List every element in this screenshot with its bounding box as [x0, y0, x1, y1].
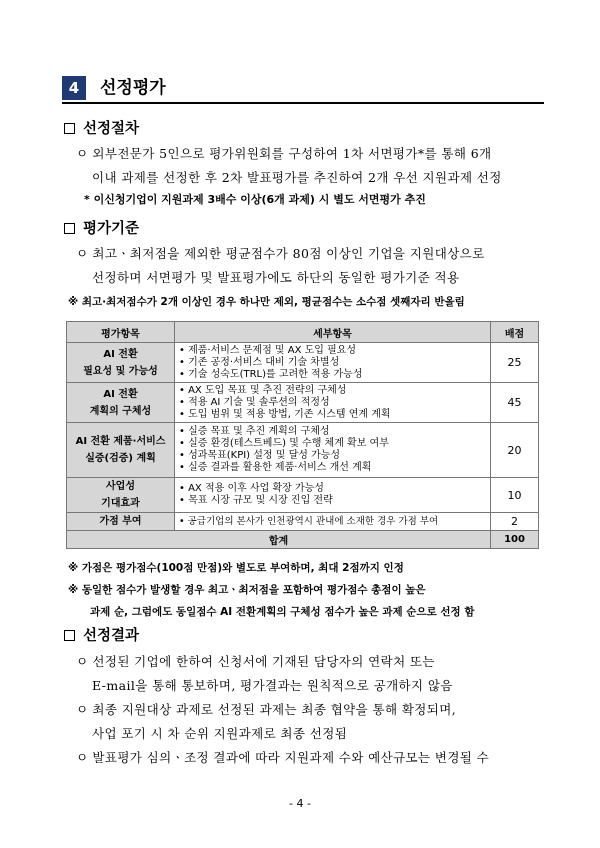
results-body [76, 650, 546, 770]
section-header [62, 74, 544, 104]
total-label: 합계 [67, 531, 491, 549]
procedure-line-1: 외부전문가 5인으로 평가위원회를 구성하여 1차 서면평가*를 통해 6개 [92, 146, 492, 161]
results-2-line-2: 사업 포기 시 차 순위 지원과제로 최종 선정됨 [92, 726, 348, 741]
circle-bullet-icon: ㅇ [76, 146, 89, 161]
row-category: AI 전환 제품·서비스 실증(검증) 계획 [67, 423, 175, 478]
table-note-2: ※ 동일한 점수가 발생할 경우 최고ㆍ최저점을 포함하여 평가점수 총점이 높은 [68, 584, 426, 596]
table-total-row [67, 531, 539, 549]
checkbox-icon [64, 123, 75, 134]
row-score: 20 [491, 423, 539, 478]
row-score: 25 [491, 343, 539, 383]
table-row [67, 343, 539, 383]
procedure-line-2: 이내 과제를 선정한 후 2차 발표평가를 추진하여 2개 우선 지원과제 선정 [92, 170, 502, 185]
checkbox-icon [64, 630, 75, 641]
results-1-line-1: 선정된 기업에 한하여 신청서에 기재된 담당자의 연락처 또는 [92, 654, 435, 669]
results-2-line-1: 최종 지원대상 과제로 선정된 과제는 최종 협약을 통해 확정되며, [92, 702, 457, 717]
procedure-note: * 이신청기업이 지원과제 3배수 이상(6개 과제) 시 별도 서면평가 추진 [84, 193, 426, 206]
procedure-heading: 선정절차 [64, 120, 139, 138]
evaluation-table [66, 321, 539, 549]
row-category: AI 전환 계획의 구체성 [67, 383, 175, 423]
criteria-note: ※ 최고·최저점수가 2개 이상인 경우 하나만 제외, 평균점수는 소수점 셋째자리 반올림 [68, 296, 465, 308]
circle-bullet-icon: ㅇ [76, 702, 89, 717]
row-items: • AX 적용 이후 사업 확장 가능성 • 목표 시장 규모 및 시장 진입 전략 [175, 478, 491, 513]
table-row [67, 423, 539, 478]
circle-bullet-icon: ㅇ [76, 750, 89, 765]
row-score: 45 [491, 383, 539, 423]
section-rule [62, 102, 544, 104]
results-3-line-1: 발표평가 심의ㆍ조정 결과에 따라 지원과제 수와 예산규모는 변경될 수 [92, 750, 490, 765]
row-items: • 제품·서비스 문제점 및 AX 도입 필요성 • 기존 공정·서비스 대비 기술 차별성 • 기술 성숙도(TRL)를 고려한 적용 가능성 [175, 343, 491, 383]
row-category: 사업성 기대효과 [67, 478, 175, 513]
row-items: • AX 도입 목표 및 추진 전략의 구체성 • 적용 AI 기술 및 솔루션의 적정성 • 도입 범위 및 적용 방법, 기존 시스템 연계 계획 [175, 383, 491, 423]
table-row [67, 513, 539, 531]
criteria-heading: 평가기준 [64, 220, 139, 238]
table-notes [68, 557, 474, 623]
total-score: 100 [491, 531, 539, 549]
row-category: AI 전환 필요성 및 가능성 [67, 343, 175, 383]
checkbox-icon [64, 223, 75, 234]
header-category: 평가항목 [67, 322, 175, 343]
table-row [67, 478, 539, 513]
section-number: 4 [62, 76, 86, 100]
table-header-row [67, 322, 539, 343]
table-note-3: 과제 순, 그럼에도 동일점수 AI 전환계획의 구체성 점수가 높은 과제 순으로 선정 함 [90, 606, 475, 618]
criteria-line-1: 최고ㆍ최저점을 제외한 평균점수가 80점 이상인 기업을 지원대상으로 [92, 246, 485, 261]
row-score: 2 [491, 513, 539, 531]
results-heading: 선정결과 [64, 627, 139, 645]
page-number: - 4 - [289, 797, 311, 810]
row-items: • 공급기업의 본사가 인천광역시 관내에 소재한 경우 가점 부여 [175, 513, 491, 531]
table-row [67, 383, 539, 423]
header-score: 배점 [491, 322, 539, 343]
criteria-line-2: 선정하며 서면평가 및 발표평가에도 하단의 동일한 평가기준 적용 [92, 270, 460, 285]
section-title: 선정평가 [100, 78, 166, 98]
header-items: 세부항목 [175, 322, 491, 343]
circle-bullet-icon: ㅇ [76, 654, 89, 669]
results-1-line-2: E-mail을 통해 통보하며, 평가결과는 원칙적으로 공개하지 않음 [92, 678, 453, 693]
row-items: • 실증 목표 및 추진 계획의 구체성 • 실증 환경(테스트베드) 및 수행 체계 확보 여부 • 성과목표(KPI) 설정 및 달성 가능성 • 실증 결과를 활용한 제품·서비스 개선 계획 [175, 423, 491, 478]
procedure-body [76, 142, 546, 190]
criteria-body [76, 242, 546, 290]
row-score: 10 [491, 478, 539, 513]
circle-bullet-icon: ㅇ [76, 246, 89, 261]
table-note-1: ※ 가점은 평가점수(100점 만점)와 별도로 부여하며, 최대 2점까지 인정 [68, 562, 404, 574]
row-category: 가점 부여 [67, 513, 175, 531]
